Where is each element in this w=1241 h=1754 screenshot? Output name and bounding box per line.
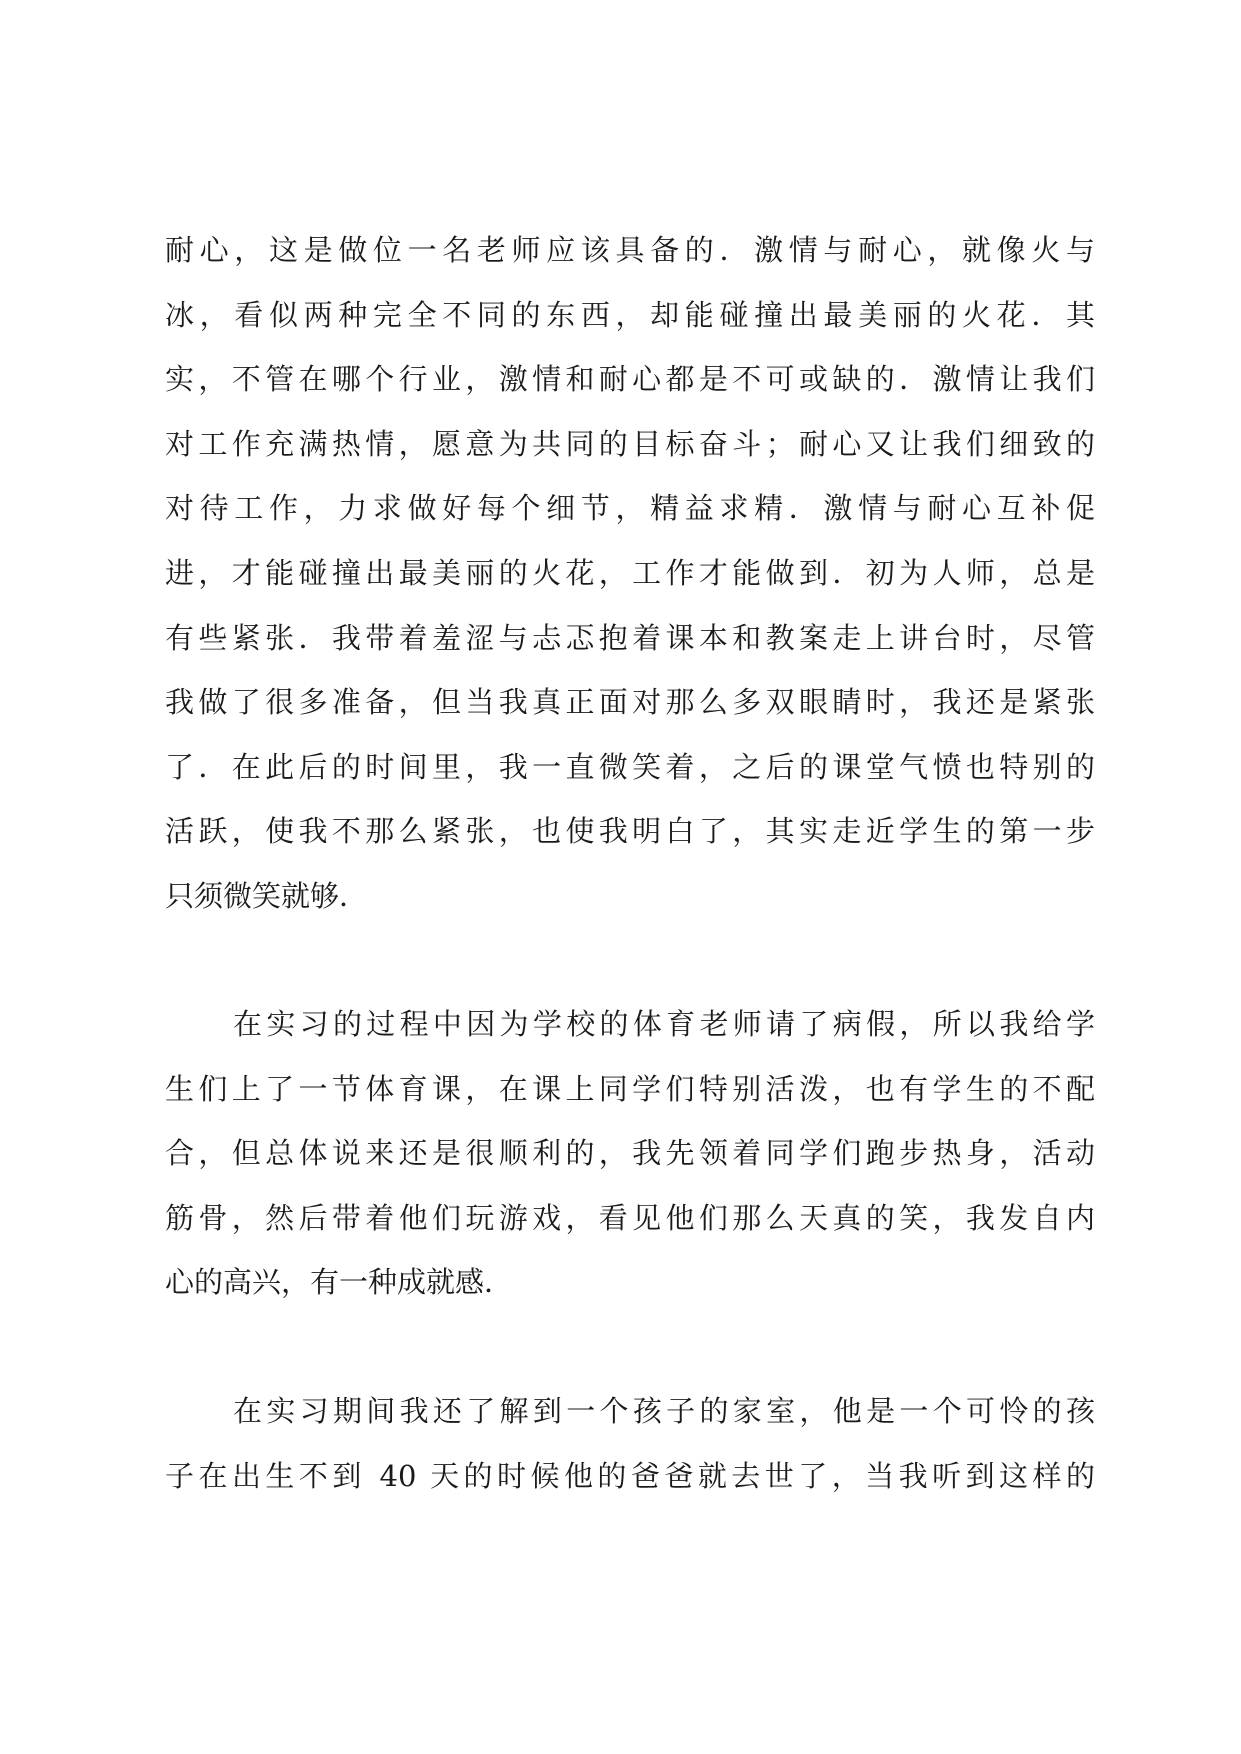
paragraph-2 <box>165 992 1095 1315</box>
text-line: 筋骨，然后带着他们玩游戏，看见他们那么天真的笑，我发自内 <box>165 1200 1095 1235</box>
text-line: 在实习的过程中因为学校的体育老师请了病假，所以我给学 <box>233 1007 1095 1041</box>
paragraph-1 <box>165 218 1095 929</box>
text-line: 我做了很多准备，但当我真正面对那么多双眼睛时，我还是紧张 <box>165 685 1095 720</box>
text-line: 对待工作，力求做好每个细节，精益求精．激情与耐心互补促 <box>165 491 1095 526</box>
text-line: 只须微笑就够． <box>165 878 369 913</box>
text-line: 有些紧张．我带着羞涩与忐忑抱着课本和教案走上讲台时，尽管 <box>165 620 1095 655</box>
text-line: 了．在此后的时间里，我一直微笑着，之后的课堂气愤也特别的 <box>165 749 1095 784</box>
text-line: 进，才能碰撞出最美丽的火花，工作才能做到．初为人师，总是 <box>165 555 1095 590</box>
text-line: 耐心，这是做位一名老师应该具备的．激情与耐心，就像火与 <box>165 233 1095 267</box>
text-line: 实，不管在哪个行业，激情和耐心都是不可或缺的．激情让我们 <box>165 362 1095 397</box>
text-line: 心的高兴，有一种成就感． <box>165 1265 514 1300</box>
text-line: 合，但总体说来还是很顺利的，我先领着同学们跑步热身，活动 <box>165 1136 1095 1171</box>
text-line: 生们上了一节体育课，在课上同学们特别活泼，也有学生的不配 <box>165 1071 1095 1106</box>
text-line: 活跃，使我不那么紧张，也使我明白了，其实走近学生的第一步 <box>165 814 1095 849</box>
paragraph-3 <box>165 1379 1095 1508</box>
text-line: 对工作充满热情，愿意为共同的目标奋斗；耐心又让我们细致的 <box>165 426 1095 461</box>
text-line: 在实习期间我还了解到一个孩子的家室，他是一个可怜的孩 <box>233 1394 1095 1428</box>
text-line: 冰，看似两种完全不同的东西，却能碰撞出最美丽的火花．其 <box>165 297 1095 332</box>
text-line: 子在出生不到 40 天的时候他的爸爸就去世了，当我听到这样的 <box>165 1458 1095 1493</box>
